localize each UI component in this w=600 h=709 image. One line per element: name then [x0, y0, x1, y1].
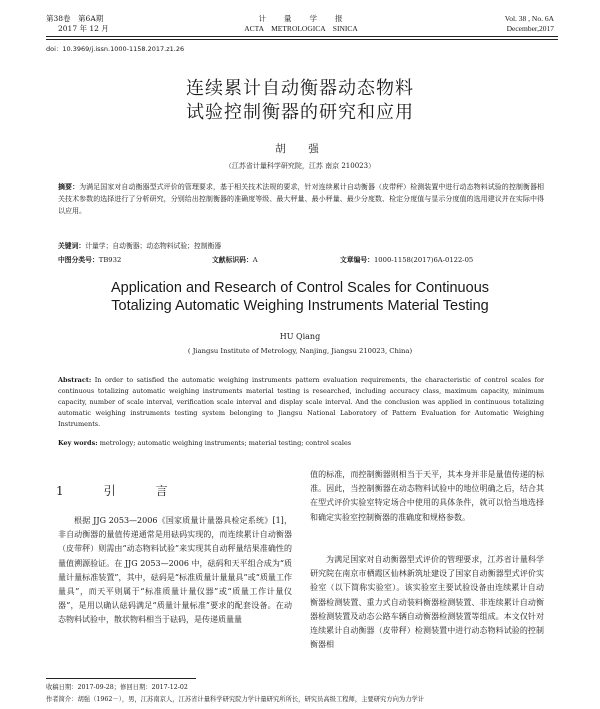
- left-column-paragraph: [58, 514, 292, 628]
- header-rule: [46, 36, 558, 37]
- abstract-cn-label: 摘要：: [58, 182, 80, 191]
- article-value: 1000-1158(2017)6A-0122-05: [373, 256, 474, 264]
- keywords-en-label: Key words:: [58, 439, 98, 447]
- header-volume-en: Vol. 38 , No. 6A: [504, 14, 554, 23]
- doc-label: 文献标识码：: [212, 256, 253, 264]
- clc-value: TB932: [98, 256, 122, 264]
- clc-number: [58, 254, 121, 264]
- doc-value: A: [252, 256, 258, 264]
- article-number: [340, 254, 473, 264]
- section-1-heading: 1 引 言: [56, 484, 182, 498]
- keywords-en-text: metrology; automatic weighing instruments; material testing; control scales: [97, 439, 352, 447]
- keywords-en: [58, 438, 544, 449]
- keywords-cn-text: 计量学；自动衡器；动态物料试验；控制衡器: [85, 242, 222, 250]
- footnote-author-intro: 作者简介：胡强（1962－），男，江苏南京人，江苏省计量科学研究院力学计量研究所所长，研究员高级工程师，主要研究方向为力学计: [46, 696, 425, 703]
- right-column-text-2: 为满足国家对自动衡器型式评价的管理要求，江苏省计量科学研究院在南京市栖霞区仙林新筑址建设了国家自动衡器型式评价实验室（以下简称实验室）。该实验室主要试验设备由连续累计自动衡器检测装置、重力式自动装料衡器检测装置、非连续累计自动衡器检测装置及动态公路车辆自动衡器检测装置等组成。本文仅针对连续累计自动衡器（皮带秤）检测装置中进行动态物料试验的控制衡器相: [310, 555, 544, 650]
- footnote-rule: [46, 678, 196, 679]
- doi: doi：10.3969/j.issn.1000-1158.2017.z1.26: [46, 45, 185, 53]
- affiliation-cn: （江苏省计量科学研究院，江苏 南京 210023）: [224, 162, 376, 170]
- article-label: 文章编号：: [340, 256, 374, 264]
- footnote-received: 收稿日期：2017-09-28；修回日期：2017-12-02: [46, 684, 188, 691]
- right-column-paragraph-2: [310, 553, 544, 652]
- doc-code: [212, 254, 258, 264]
- header-rule-thin: [46, 39, 558, 40]
- abstract-en-label: Abstract:: [58, 376, 92, 384]
- header-journal-en: ACTA METROLOGICA SINICA: [244, 24, 358, 33]
- right-column-paragraph-1: [310, 468, 544, 525]
- title-en-line1: Application and Research of Control Scales for Continuous: [110, 280, 490, 296]
- header-volume-cn: 第38卷 第6A期: [46, 14, 104, 23]
- keywords-cn: [58, 240, 221, 250]
- title-cn-line1: 连续累计自动衡器动态物料: [186, 78, 414, 99]
- author-en: HU Qiang: [279, 332, 321, 341]
- clc-label: 中图分类号：: [58, 256, 99, 264]
- right-column-text-1: 值的标准，而控制衡器则相当于天平，其本身并非是量值传递的标准。因此，当控制衡器在动态物料试验中的地位明确之后，结合其在型式评价实验室特定场合中使用的具体条件，就可以恰当地选择和确定实验室控制衡器的准确度和规格参数。: [310, 470, 544, 522]
- title-en-line2: Totalizing Automatic Weighing Instruments Material Testing: [111, 298, 489, 314]
- header-date-cn: 2017 年 12 月: [58, 24, 109, 33]
- abstract-en-text: In order to satisfied the automatic weighing instruments pattern evaluation requirements, the characteristic of control scales for continuous totalizing automatic weighing instruments material testing is researched, including accuracy class, maximum capacity, minimum capacity, number of scale interval, verification scale interval and display scale interval. And the conclusion was applied in continuous totalizing automatic weighing instruments testing system belonging to Jiangsu National Laboratory of Pattern Evaluation for Automatic Weighing Instruments.: [58, 376, 544, 428]
- header-journal-cn: 计 量 学 报: [258, 14, 344, 23]
- keywords-cn-label: 关键词：: [58, 242, 86, 250]
- title-cn-line2: 试验控制衡器的研究和应用: [186, 102, 414, 123]
- header-date-en: December,2017: [506, 24, 554, 33]
- left-column-text: 根据 JJG 2053—2006《国家质量计量器具检定系统》[1]，非自动衡器的量值传递通常是用砝码实现的，而连续累计自动衡器（皮带秤）则需由“动态物料试验”来实现其自动秤量结果准确性的量值溯源验证。在 JJG 2053—2006 中，砝码和天平组合成为“质量计量标准装置”，其中，砝码是“标准质量计量量具”或“质量工作量具”，而天平则属于“标准质量计量仪器”或“质量工作计量仪器”，是用以确认砝码满足“质量计量标准”要求的配套设备。在动态物料试验中，散状物料相当于砝码，是传递质量量: [58, 516, 292, 625]
- abstract-cn: [58, 181, 544, 217]
- affiliation-en: ( Jiangsu Institute of Metrology, Nanjing, Jiangsu 210023, China): [187, 347, 413, 355]
- abstract-cn-text: 为满足国家对自动衡器型式评价的管理要求，基于相关技术法规的要求，针对连续累计自动衡器（皮带秤）检测装置中进行动态物料试验的控制衡器相关技术参数的选择进行了分析研究，分别给出控制衡器的准确度等级、最大秤量、最小秤量、最少分度数、检定分度值与显示分度值的选用建议并在实际中得以应用。: [58, 183, 545, 215]
- author-cn: 胡 强: [275, 143, 325, 155]
- abstract-en: [58, 375, 544, 430]
